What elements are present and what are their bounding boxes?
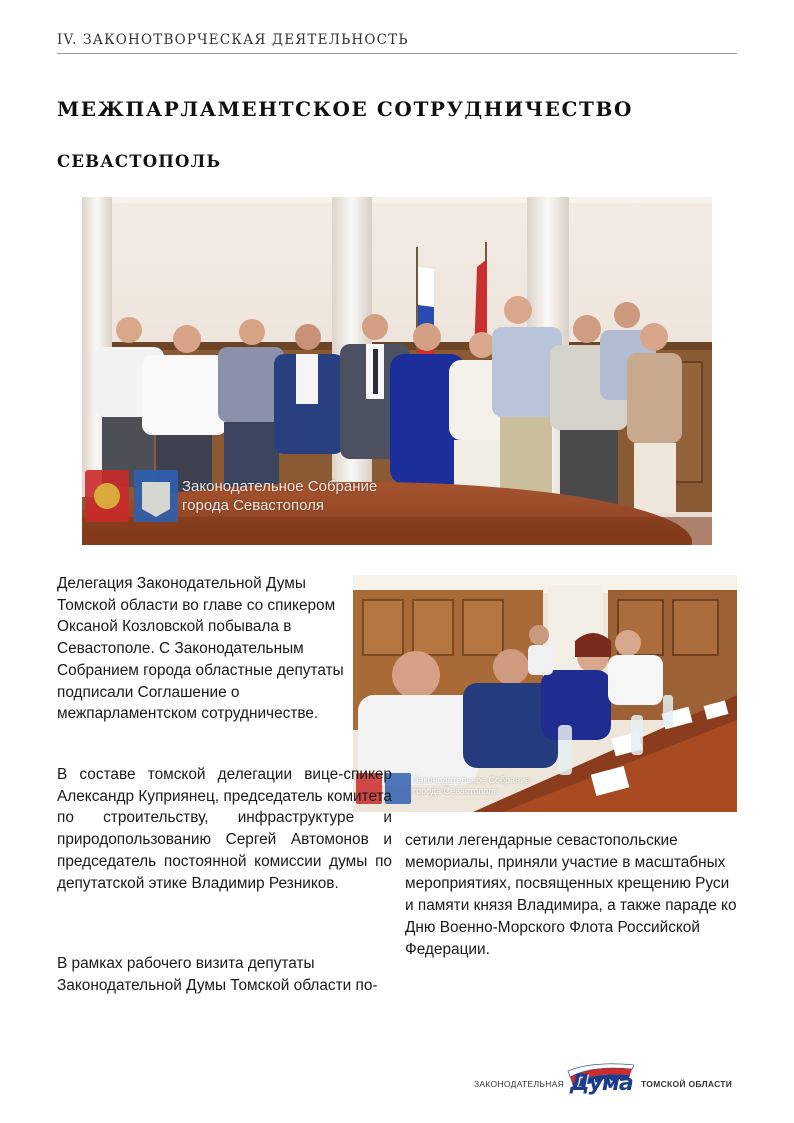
footer-logo-block	[474, 1063, 739, 1103]
section-subtitle: СЕВАСТОПОЛЬ	[57, 152, 222, 171]
footer-left-text: ЗАКОНОДАТЕЛЬНАЯ	[474, 1079, 565, 1089]
group-photo-image	[82, 197, 712, 545]
footer-logo-text: Дума	[570, 1071, 633, 1096]
watermark-line-1: Законодательное Собрание	[413, 775, 531, 785]
meeting-photo	[353, 575, 737, 812]
paragraph-delegation: Делегация Законодательной Думы Томской области во главе со спикером Оксаной Козловской побывала в Севастополе. С Законодательным Собранием города областные депутаты подписали Соглашение о межпарламентском сотрудничестве.	[57, 575, 344, 723]
watermark-line-1: Законодательное Собрание	[182, 478, 378, 495]
section-title: МЕЖПАРЛАМЕНТСКОЕ СОТРУДНИЧЕСТВО	[57, 97, 634, 121]
meeting-photo-image	[353, 575, 737, 812]
footer-right-text: ТОМСКОЙ ОБЛАСТИ	[641, 1079, 733, 1089]
paragraph-visit-start: В рамках рабочего визита депутаты Законодательной Думы Томской области по-	[57, 955, 378, 994]
paragraph-visit-continued: сетили легендарные севастопольские мемориалы, приняли участие в масштабных мероприятиях, посвященных крещению Руси и памяти князя Владимира, а также параде ко Дню Военно-Морского Флота Российской Федерации.	[405, 832, 737, 958]
running-header: IV. ЗАКОНОТВОРЧЕСКАЯ ДЕЯТЕЛЬНОСТЬ	[57, 32, 737, 54]
photo-watermark	[182, 478, 377, 516]
photo-watermark	[413, 775, 530, 798]
group-photo	[82, 197, 712, 545]
watermark-line-2: города Севастополя	[413, 786, 499, 797]
watermark-line-2: города Севастополя	[182, 496, 324, 514]
paragraph-composition: В составе томской делегации вице-спикер Александр Куприянец, председатель комитета по строительству, инфраструктуре и природопользованию Сергей Автомонов и председатель постоянной комиссии думы по депутатской этике Владимир Резников.	[57, 766, 392, 892]
